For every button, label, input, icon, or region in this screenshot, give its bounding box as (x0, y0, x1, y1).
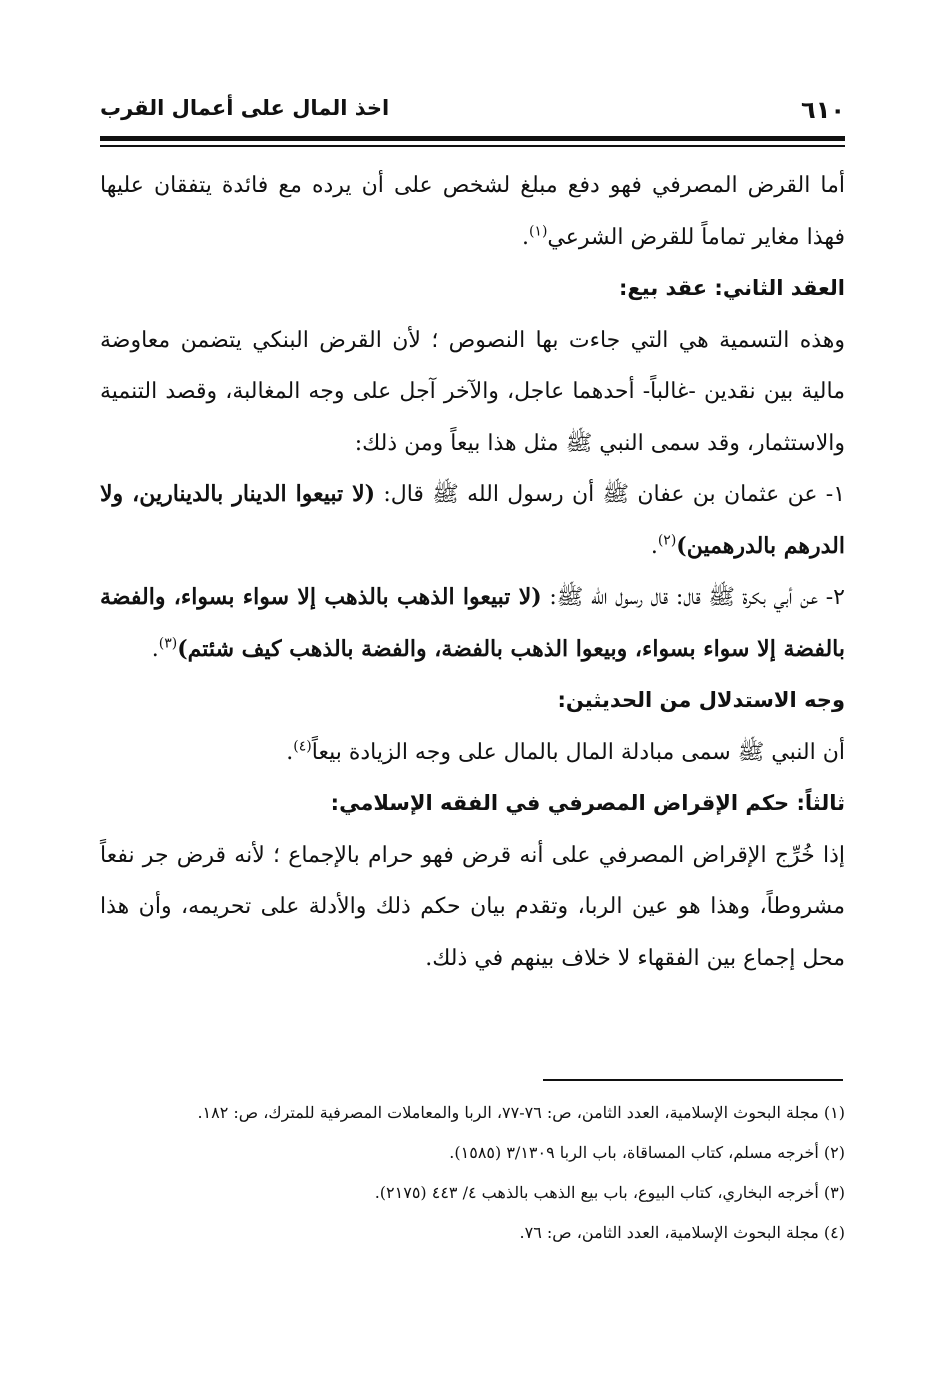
running-head (100, 92, 845, 132)
paragraph-end: . (521, 224, 529, 250)
footnote-2: (٢) أخرجه مسلم، كتاب المساقاة، باب الربا ٣/١٣٠٩ (١٥٨٥). (449, 1143, 845, 1162)
footnote-separator (543, 1079, 843, 1081)
section-heading-sale-contract: العقد الثاني: عقد بيع: (619, 276, 845, 300)
page-number: ٦١٠ (801, 96, 845, 124)
hadith-1 (100, 469, 845, 572)
paragraph-text: أن النبي ﷺ سمى مبادلة المال بالمال على وجه الزيادة بيعاً (311, 739, 845, 765)
paragraph-end: . (286, 739, 294, 765)
footnote-ref-1: (١) (528, 223, 548, 240)
paragraph-bank-loan (100, 160, 845, 263)
main-text (100, 160, 845, 984)
hadith-2 (100, 572, 845, 675)
paragraph-inference (100, 727, 845, 779)
hadith-1-text: (لا تبيعوا الدينار بالدينارين، ولا الدرهم بالدرهمين) (100, 481, 845, 559)
footnote-3: (٣) أخرجه البخاري، كتاب البيوع، باب بيع الذهب بالذهب ٤/ ٤٤٣ (٢١٧٥). (374, 1183, 845, 1202)
header-rule-thin (100, 145, 845, 147)
footnote-1: (١) مجلة البحوث الإسلامية، العدد الثامن، ص: ٧٦-٧٧، الربا والمعاملات المصرفية للمترك، ص: ١٨٢. (197, 1103, 845, 1122)
hadith-2-intro: ٢- عن أبي بكرة ﷺ قال: قال رسول الله ﷺ: (541, 585, 845, 610)
hadith-1-end: . (650, 533, 658, 559)
paragraph-naming: وهذه التسمية هي التي جاءت بها النصوص ؛ لأن القرض البنكي يتضمن معاوضة مالية بين نقدين -غالباً- أحدهما عاجل، والآخر آجل على وجه المغالبة، وقصد التنمية والاستثمار، وقد سمى النبي ﷺ مثل هذا بيعاً ومن ذلك: (100, 327, 845, 456)
hadith-2-end: . (151, 636, 159, 662)
footnote-4: (٤) مجلة البحوث الإسلامية، العدد الثامن، ص: ٧٦. (519, 1223, 845, 1242)
hadith-1-intro: ١- عن عثمان بن عفان ﷺ أن رسول الله ﷺ قال: (375, 482, 846, 507)
paragraph-ruling: إذا خُرِّج الإقراض المصرفي على أنه قرض فهو حرام بالإجماع ؛ لأنه قرض جر نفعاً مشروطاً، وهذا هو عين الربا، وتقدم بيان حكم ذلك والأدلة على تحريمه، وأن هذا محل إجماع بين الفقهاء لا خلاف بينهم في ذلك. (100, 842, 845, 971)
section-heading-ruling: ثالثاً: حكم الإقراض المصرفي في الفقه الإسلامي: (330, 791, 845, 815)
header-rule-thick (100, 136, 845, 141)
footnote-ref-2: (٢) (657, 532, 677, 549)
paragraph-text: أما القرض المصرفي فهو دفع مبلغ لشخص على أن يرده مع فائدة يتفقان عليها فهذا مغاير تماماً للقرض الشرعي (100, 173, 845, 250)
footnotes (100, 1093, 845, 1253)
section-heading-inference: وجه الاستدلال من الحديثين: (557, 688, 845, 712)
hadith-2-text: (لا تبيعوا الذهب بالذهب إلا سواء بسواء، والفضة بالفضة إلا سواء بسواء، وبيعوا الذهب بالفضة، والفضة بالذهب كيف شئتم) (100, 584, 845, 662)
book-title: اخذ المال على أعمال القرب (100, 96, 390, 120)
footnote-ref-4: (٤) (293, 738, 312, 755)
footnote-ref-3: (٣) (158, 635, 178, 652)
